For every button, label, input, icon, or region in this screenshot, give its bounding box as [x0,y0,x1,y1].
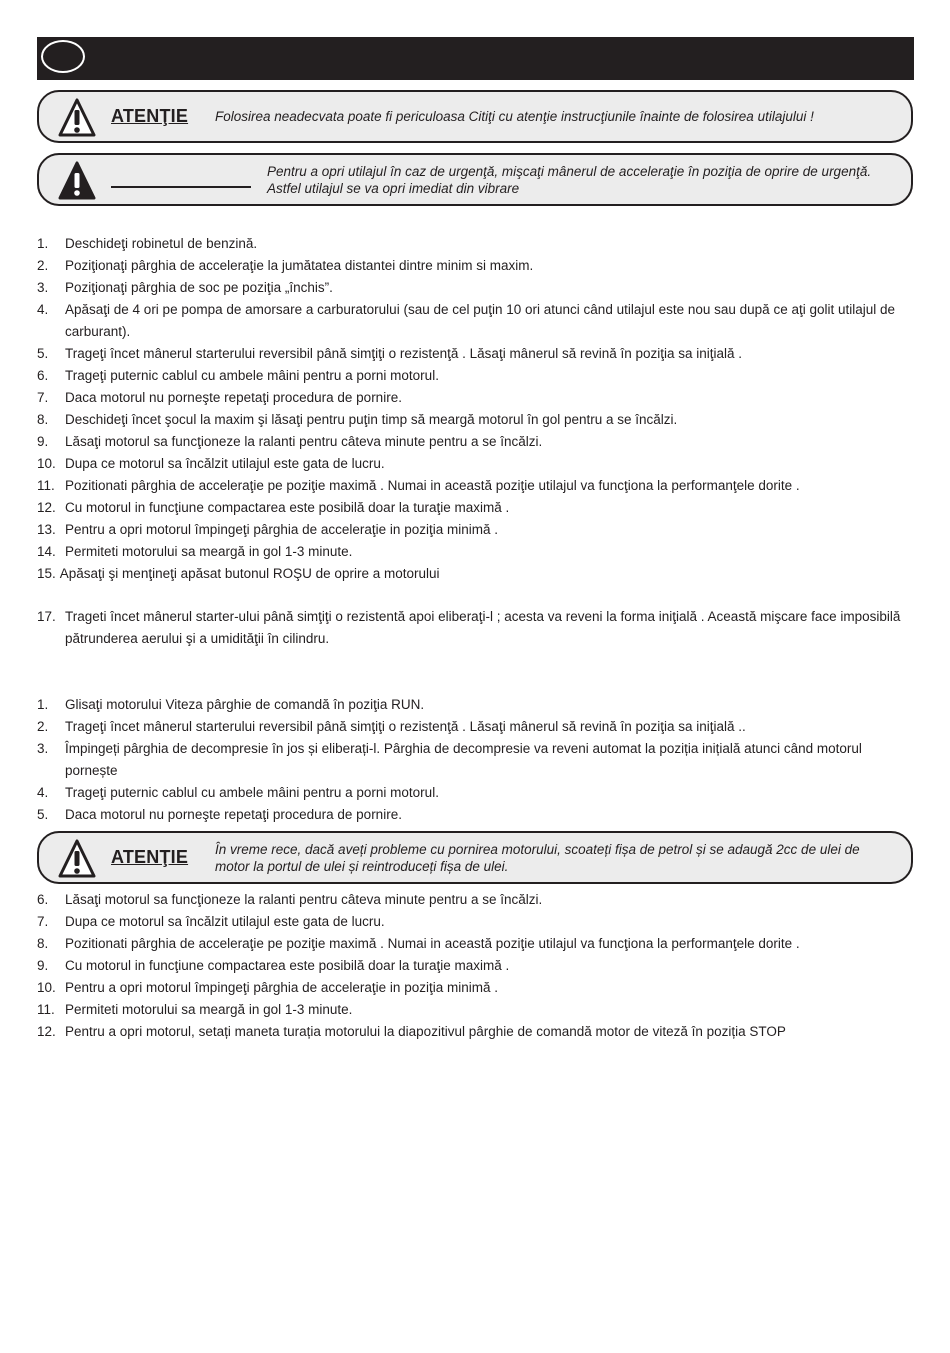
list-item: 5. Trageţi încet mânerul starterului reversibil până simţiţi o rezistenţă . Lăsaţi mânerul să revină în poziţia sa iniţială . [37,346,743,361]
list-item: 2. Poziţionaţi pârghia de acceleraţie la jumătatea distantei dintre minim si maxim. [37,258,534,273]
list-item: 10. Pentru a opri motorul împingeţi pârghia de acceleraţie in poziţia minimă . [37,980,498,995]
warning-triangle-icon [57,838,97,880]
warning-text: În vreme rece, dacă aveți probleme cu pornirea motorului, scoateți fișa de petrol și se adaugă 2cc de ulei de motor la portul de ulei și reintroduceți fișa de ulei. [215,842,860,874]
diesel-operation-list [37,889,917,1043]
list-item: 13. Pentru a opri motorul împingeţi pârghia de acceleraţie in poziţia minimă . [37,522,498,537]
list-item: 15. Apăsaţi şi menţineţi apăsat butonul ROŞU de oprire a motorului [37,566,440,581]
warning-text: Folosirea neadecvata poate fi periculoasa Citiţi cu atenţie instrucţiunile înainte de folosirea utilajului ! [215,109,814,124]
list-item: 9. Cu motorul in funcţiune compactarea este posibilă doar la turaţie maximă . [37,958,510,973]
list-item: 4. Trageţi puternic cablul cu ambele mâini pentru a porni motorul. [37,785,439,800]
list-item: 6. Trageţi puternic cablul cu ambele mâini pentru a porni motorul. [37,368,439,383]
list-item: 11. Pozitionati pârghia de acceleraţie pe poziţie maximă . Numai in această poziţie utilajul va funcţiona la performanţele dorite . [37,478,800,493]
list-item: 2. Trageţi încet mânerul starterului reversibil până simţiţi o rezistenţă . Lăsaţi mânerul să revină în poziţia sa iniţială .. [37,719,746,734]
diesel-start-procedure-list [37,694,917,826]
list-item: 14. Permiteti motorului sa meargă in gol 1-3 minute. [37,544,353,559]
list-item: 12. Cu motorul in funcţiune compactarea este posibilă doar la turaţie maximă . [37,500,510,515]
list-item: 9. Lăsaţi motorul sa funcţioneze la ralanti pentru câteva minute pentru a se încălzi. [37,434,543,449]
warning-box-3 [37,831,913,884]
stop-procedure-list [37,606,917,650]
warning-box-2 [37,153,913,206]
section-header-bar [37,37,914,80]
list-item: 7. Dupa ce motorul sa încălzit utilajul este gata de lucru. [37,914,385,929]
list-item: 12. Pentru a opri motorul, setați maneta turația motorului la diapozitivul pârghie de comandă motor de viteză în poziția STOP [37,1024,786,1039]
warning-title: ATENŢIE [111,847,189,867]
list-item: 6. Lăsaţi motorul sa funcţioneze la ralanti pentru câteva minute pentru a se încălzi. [37,892,543,907]
warning-box-1 [37,90,913,143]
language-badge-circle [41,40,85,73]
list-item: 8. Deschideţi încet şocul la maxim şi lăsaţi pentru puţin timp să meargă motorul în gol pentru a se încălzi. [37,412,678,427]
list-item: 3. Poziţionaţi pârghia de soc pe poziţia „închis”. [37,280,333,295]
warning-triangle-icon [57,97,97,139]
danger-triangle-icon [57,160,97,202]
list-item: 17. Trageti încet mânerul starter-ului până simţiţi o rezistentă apoi eliberaţi-l ; acesta va reveni la forma iniţială . Această mişcare face imposibilă pătrunderea aerului şi a umidităţii în cilindru. [37,609,901,646]
warning-title: ATENŢIE [111,106,189,126]
list-item: 3. Împingeți pârghia de decompresie în jos și eliberați-l. Pârghia de decompresie va reveni automat la poziția inițială atunci când motorul pornește [37,741,862,778]
warning-title-blank-line [111,186,251,188]
list-item: 10. Dupa ce motorul sa încălzit utilajul este gata de lucru. [37,456,385,471]
list-item: 7. Daca motorul nu porneşte repetaţi procedura de pornire. [37,390,402,405]
list-item: 1. Glisaţi motorului Viteza pârghie de comandă în poziţia RUN. [37,697,425,712]
list-item: 4. Apăsaţi de 4 ori pe pompa de amorsare a carburatorului (sau de cel puţin 10 ori atunci când utilajul este nou sau după ce aţi golit utilajul de carburant). [37,302,896,339]
start-procedure-list [37,233,917,585]
list-item: 11. Permiteti motorului sa meargă in gol 1-3 minute. [37,1002,353,1017]
list-item: 5. Daca motorul nu porneşte repetaţi procedura de pornire. [37,807,402,822]
list-item: 8. Pozitionati pârghia de acceleraţie pe poziţie maximă . Numai in această poziţie utilajul va funcţiona la performanţele dorite . [37,936,800,951]
list-item: 1. Deschideţi robinetul de benzină. [37,236,258,251]
warning-text: Pentru a opri utilajul în caz de urgenţă, mişcaţi mânerul de acceleraţie în poziţia de oprire de urgenţă. Astfel utilajul se va opri imediat din vibrare [267,164,872,196]
